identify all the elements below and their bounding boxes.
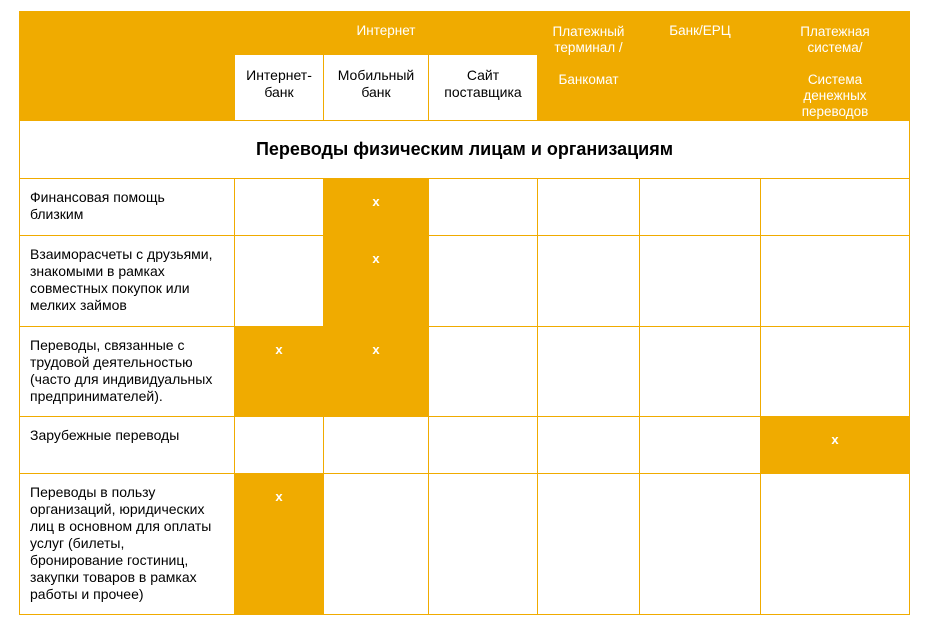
cell-provider-site	[429, 417, 538, 474]
cell-payment-system	[761, 327, 910, 417]
cell-internet-bank	[235, 179, 324, 236]
section-title: Переводы физическим лицам и организациям	[20, 121, 910, 179]
cell-provider-site	[429, 236, 538, 327]
cell-provider-site	[429, 327, 538, 417]
row-label: Зарубежные переводы	[20, 417, 235, 474]
header-bank-erc: Банк/ЕРЦ	[640, 12, 761, 121]
cell-mobile-bank	[324, 417, 429, 474]
cell-terminal	[538, 327, 640, 417]
cell-internet-bank	[235, 236, 324, 327]
table-row	[20, 327, 910, 417]
cell-payment-system	[761, 474, 910, 615]
cell-terminal	[538, 179, 640, 236]
transfer-channels-table	[19, 11, 910, 615]
table-row	[20, 417, 910, 474]
cell-terminal	[538, 417, 640, 474]
cell-terminal	[538, 236, 640, 327]
cell-internet-bank	[235, 417, 324, 474]
row-label: Финансовая помощь близким	[20, 179, 235, 236]
cell-terminal	[538, 474, 640, 615]
header-mobile-bank: Мобильный банк	[324, 54, 429, 120]
table-row	[20, 474, 910, 615]
row-label: Переводы в пользу организаций, юридических лиц в основном для оплаты услуг (билеты, бронирование гостиниц, закупки товаров в рамках работы и прочее)	[20, 474, 235, 615]
cell-payment-system	[761, 179, 910, 236]
cell-mobile-bank-mark: x	[324, 327, 429, 417]
cell-mobile-bank	[324, 474, 429, 615]
cell-bank-erc	[640, 179, 761, 236]
cell-provider-site	[429, 474, 538, 615]
cell-internet-bank-mark: x	[235, 474, 324, 615]
header-terminal: Платежный терминал / Банкомат	[538, 12, 640, 121]
cell-bank-erc	[640, 474, 761, 615]
header-internet-bank: Интернет- банк	[235, 54, 324, 120]
cell-bank-erc	[640, 236, 761, 327]
table-row	[20, 236, 910, 327]
table-row	[20, 179, 910, 236]
header-corner	[20, 12, 235, 121]
row-label: Переводы, связанные с трудовой деятельностью (часто для индивидуальных предпринимателей).	[20, 327, 235, 417]
cell-bank-erc	[640, 417, 761, 474]
cell-payment-system-mark: x	[761, 417, 910, 474]
header-payment-system: Платежная система/ Система денежных переводов	[761, 12, 910, 121]
cell-bank-erc	[640, 327, 761, 417]
cell-internet-bank-mark: x	[235, 327, 324, 417]
cell-provider-site	[429, 179, 538, 236]
header-internet: Интернет	[235, 12, 538, 55]
header-provider-site: Сайт поставщика	[429, 54, 538, 120]
cell-mobile-bank-mark: x	[324, 236, 429, 327]
row-label: Взаиморасчеты с друзьями, знакомыми в рамках совместных покупок или мелких займов	[20, 236, 235, 327]
cell-payment-system	[761, 236, 910, 327]
cell-mobile-bank-mark: x	[324, 179, 429, 236]
